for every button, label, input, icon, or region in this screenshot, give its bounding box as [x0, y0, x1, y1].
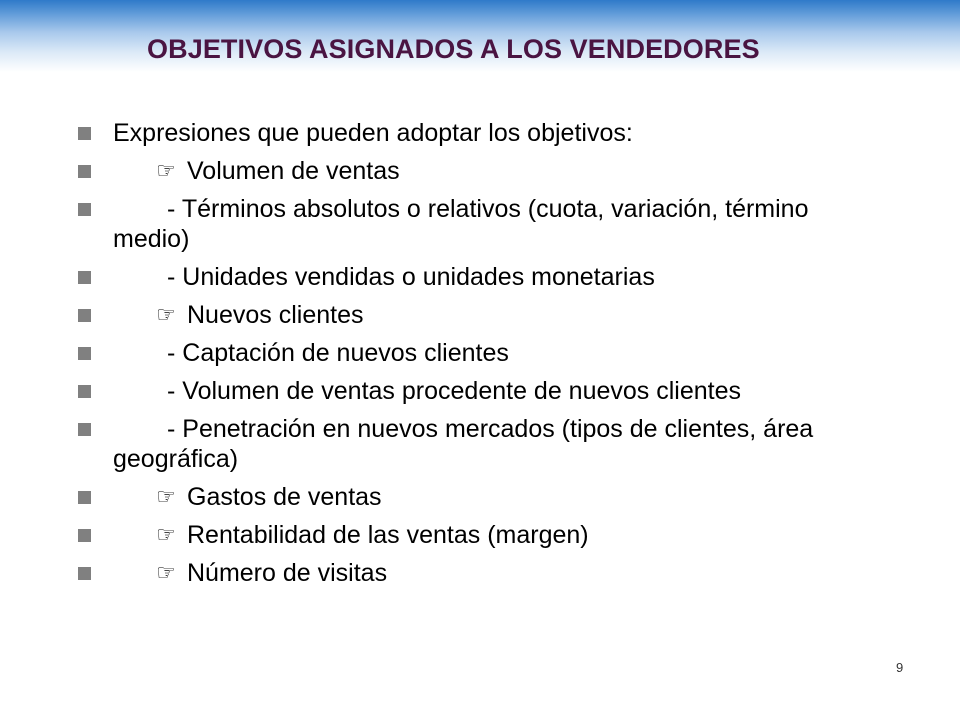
bullet-text: Unidades vendidas o unidades monetarias	[182, 263, 655, 291]
bullet-text: Número de visitas	[187, 559, 388, 587]
bullet-text: Gastos de ventas	[187, 483, 382, 511]
square-bullet-icon	[78, 347, 91, 360]
pointing-hand-icon: ☞	[156, 158, 176, 183]
pointing-hand-icon: ☞	[156, 522, 176, 547]
bullet-item	[78, 194, 878, 254]
square-bullet-icon	[78, 491, 91, 504]
square-bullet-icon	[78, 423, 91, 436]
bullet-text: Penetración en nuevos mercados (tipos de clientes, área geográfica)	[113, 415, 814, 473]
bullet-item	[78, 338, 878, 368]
pointing-hand-icon: ☞	[156, 302, 176, 327]
bullet-text: Captación de nuevos clientes	[182, 339, 509, 367]
dash-prefix: -	[167, 263, 183, 291]
square-bullet-icon	[78, 165, 91, 178]
bullet-text: Expresiones que pueden adoptar los objetivos:	[113, 119, 633, 147]
pointing-hand-icon: ☞	[156, 484, 176, 509]
slide-title: OBJETIVOS ASIGNADOS A LOS VENDEDORES	[147, 34, 760, 64]
bullet-item	[78, 414, 878, 474]
square-bullet-icon	[78, 127, 91, 140]
bullet-item	[78, 482, 878, 512]
bullet-item	[78, 118, 878, 148]
dash-prefix: -	[167, 415, 183, 443]
bullet-item	[78, 156, 878, 186]
dash-prefix: -	[167, 195, 182, 223]
bullet-text: Volumen de ventas procedente de nuevos clientes	[182, 377, 741, 405]
square-bullet-icon	[78, 271, 91, 284]
bullet-item	[78, 520, 878, 550]
dash-prefix: -	[167, 377, 183, 405]
bullet-item	[78, 300, 878, 330]
square-bullet-icon	[78, 529, 91, 542]
bullet-list	[78, 118, 878, 596]
pointing-hand-icon: ☞	[156, 560, 176, 585]
page-number: 9	[896, 660, 904, 675]
bullet-item	[78, 262, 878, 292]
bullet-text: Términos absolutos o relativos (cuota, variación, término medio)	[113, 195, 809, 253]
bullet-text: Rentabilidad de las ventas (margen)	[187, 521, 589, 549]
square-bullet-icon	[78, 203, 91, 216]
bullet-item	[78, 558, 878, 588]
square-bullet-icon	[78, 385, 91, 398]
dash-prefix: -	[167, 339, 183, 367]
bullet-text: Volumen de ventas	[187, 157, 400, 185]
bullet-text: Nuevos clientes	[187, 301, 364, 329]
square-bullet-icon	[78, 309, 91, 322]
bullet-item	[78, 376, 878, 406]
square-bullet-icon	[78, 567, 91, 580]
